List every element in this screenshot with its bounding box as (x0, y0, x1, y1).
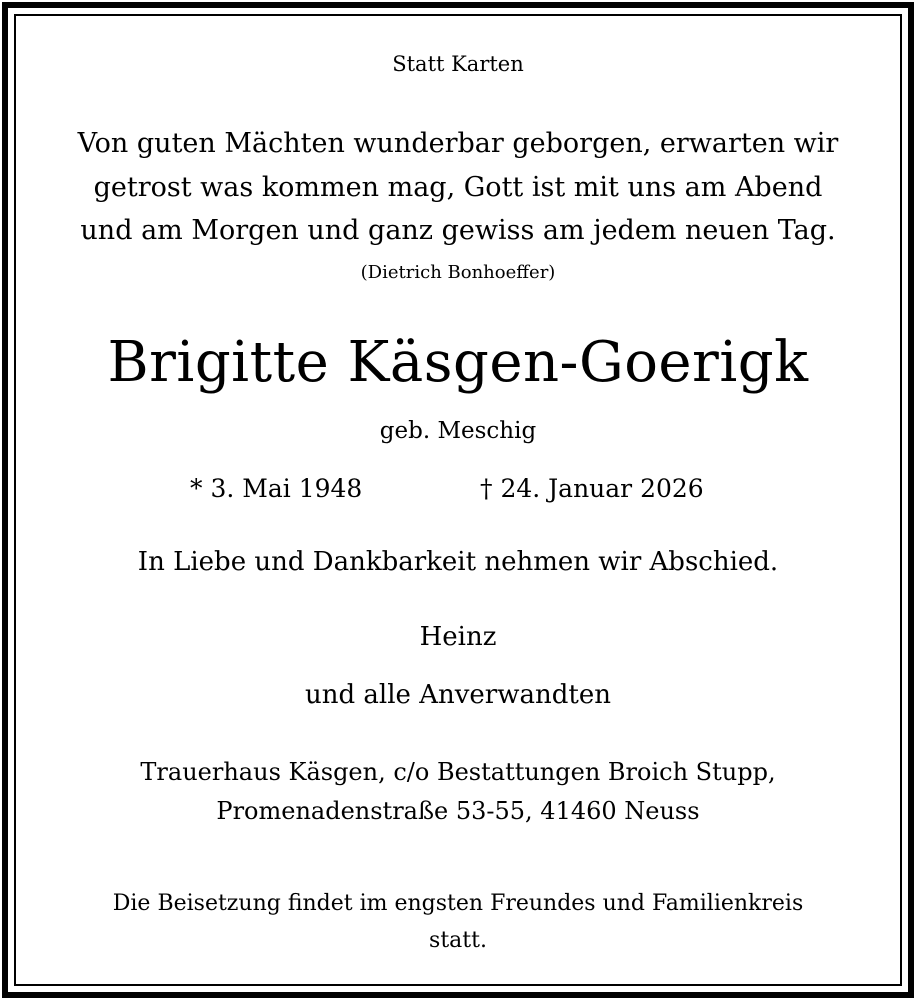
header-statt-karten: Statt Karten (392, 52, 524, 76)
deceased-name: Brigitte Käsgen-Goerigk (107, 330, 809, 395)
verse-line-1: Von guten Mächten wunderbar geborgen, erwarten wir (77, 128, 839, 159)
farewell-text: In Liebe und Dankbarkeit nehmen wir Abschied. (137, 547, 779, 577)
born-name: geb. Meschig (379, 418, 537, 444)
funeral-notice-line-2: statt. (429, 928, 487, 953)
address-line-1: Trauerhaus Käsgen, c/o Bestattungen Broich Stupp, (140, 758, 776, 786)
funeral-notice-line-1: Die Beisetzung findet im engsten Freundes und Familienkreis (112, 891, 804, 916)
death-date: † 24. Januar 2026 (480, 474, 704, 503)
inner-border (14, 14, 902, 986)
mourner-relatives: und alle Anverwandten (305, 680, 611, 710)
verse-line-2: getrost was kommen mag, Gott ist mit uns am Abend (93, 172, 823, 203)
address-line-2: Promenadenstraße 53-55, 41460 Neuss (216, 797, 700, 825)
verse-line-3: und am Morgen und ganz gewiss am jedem neuen Tag. (80, 215, 836, 246)
birth-date: * 3. Mai 1948 (190, 474, 363, 503)
verse-attribution: (Dietrich Bonhoeffer) (360, 262, 556, 283)
mourner-name: Heinz (419, 622, 497, 652)
